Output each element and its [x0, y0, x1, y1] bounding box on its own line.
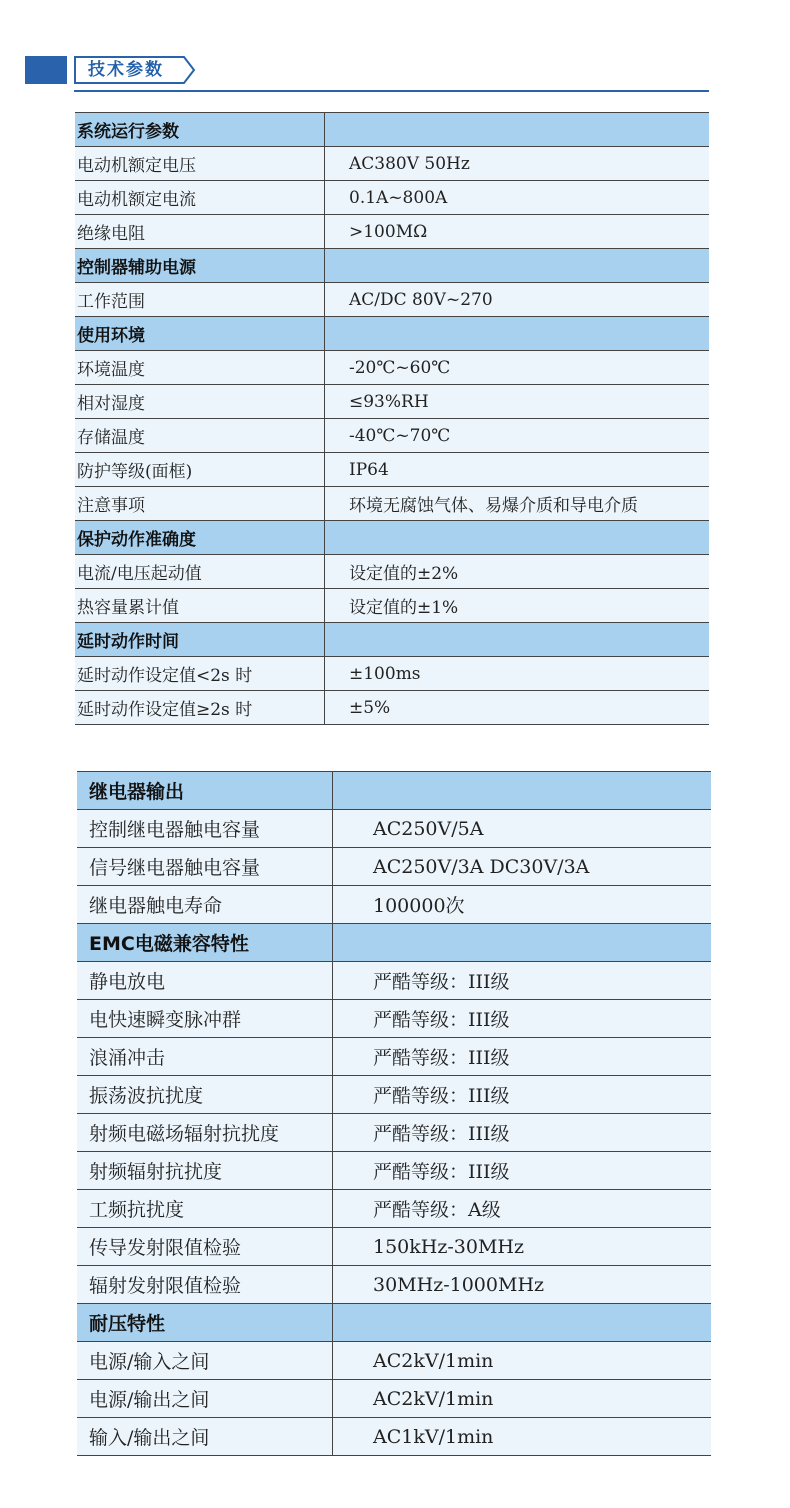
param-label: 绝缘电阻: [75, 215, 325, 249]
param-label: 电源/输入之间: [77, 1342, 333, 1380]
param-value: 150kHz-30MHz: [333, 1228, 712, 1266]
section-value-empty: [333, 924, 712, 962]
param-label: 电动机额定电压: [75, 147, 325, 181]
table-row: [75, 351, 709, 385]
table-row: [75, 283, 709, 317]
table-row: [77, 1038, 711, 1076]
param-label: 辐射发射限值检验: [77, 1266, 333, 1304]
param-value: ±5%: [325, 691, 710, 725]
param-value: AC2kV/1min: [333, 1342, 712, 1380]
header-accent-block: [25, 56, 67, 84]
param-value: AC250V/3A DC30V/3A: [333, 848, 712, 886]
section-value-empty: [325, 317, 710, 351]
section-title: 系统运行参数: [75, 113, 325, 147]
param-label: 输入/输出之间: [77, 1418, 333, 1456]
table-row: [75, 147, 709, 181]
param-value: 严酷等级：III级: [333, 962, 712, 1000]
param-value: AC/DC 80V~270: [325, 283, 710, 317]
param-label: 电源/输出之间: [77, 1380, 333, 1418]
section-header-row: [77, 924, 711, 962]
param-value: 30MHz-1000MHz: [333, 1266, 712, 1304]
param-label: 射频电磁场辐射抗扰度: [77, 1114, 333, 1152]
table-row: [77, 1228, 711, 1266]
table-row: [77, 962, 711, 1000]
spec-table-emc: [77, 771, 711, 1456]
param-value: 严酷等级：III级: [333, 1076, 712, 1114]
section-header-row: [77, 772, 711, 810]
param-label: 浪涌冲击: [77, 1038, 333, 1076]
param-label: 延时动作设定值≥2s 时: [75, 691, 325, 725]
table-row: [77, 1342, 711, 1380]
table-row: [75, 215, 709, 249]
param-value: ±100ms: [325, 657, 710, 691]
spec-table-general: [75, 112, 709, 725]
table-row: [75, 181, 709, 215]
param-value: -20℃~60℃: [325, 351, 710, 385]
param-value: AC380V 50Hz: [325, 147, 710, 181]
param-value: 严酷等级：III级: [333, 1038, 712, 1076]
table-row: [77, 1418, 711, 1456]
param-value: 设定值的±2%: [325, 555, 710, 589]
table-row: [75, 419, 709, 453]
param-label: 继电器触电寿命: [77, 886, 333, 924]
param-value: 严酷等级：III级: [333, 1114, 712, 1152]
section-header-row: [75, 521, 709, 555]
section-header-row: [75, 113, 709, 147]
table-row: [77, 1190, 711, 1228]
param-value: 0.1A~800A: [325, 181, 710, 215]
param-label: 信号继电器触电容量: [77, 848, 333, 886]
section-header-row: [75, 249, 709, 283]
param-label: 防护等级(面框): [75, 453, 325, 487]
param-value: AC250V/5A: [333, 810, 712, 848]
param-label: 电动机额定电流: [75, 181, 325, 215]
section-value-empty: [333, 1304, 712, 1342]
section-value-empty: [325, 113, 710, 147]
section-title: 技术参数: [88, 60, 164, 80]
param-label: 电快速瞬变脉冲群: [77, 1000, 333, 1038]
section-tab: [74, 56, 196, 84]
param-label: 静电放电: [77, 962, 333, 1000]
table-row: [75, 453, 709, 487]
section-value-empty: [325, 249, 710, 283]
section-value-empty: [333, 772, 712, 810]
param-value: 环境无腐蚀气体、易爆介质和导电介质: [325, 487, 710, 521]
param-value: AC1kV/1min: [333, 1418, 712, 1456]
param-label: 热容量累计值: [75, 589, 325, 623]
param-value: 100000次: [333, 886, 712, 924]
param-label: 工频抗扰度: [77, 1190, 333, 1228]
table-row: [77, 1114, 711, 1152]
section-title: 耐压特性: [77, 1304, 333, 1342]
section-title: 控制器辅助电源: [75, 249, 325, 283]
section-value-empty: [325, 623, 710, 657]
section-title: EMC电磁兼容特性: [77, 924, 333, 962]
param-label: 射频辐射抗扰度: [77, 1152, 333, 1190]
param-label: 控制继电器触电容量: [77, 810, 333, 848]
param-label: 电流/电压起动值: [75, 555, 325, 589]
param-value: 严酷等级：III级: [333, 1000, 712, 1038]
section-title: 使用环境: [75, 317, 325, 351]
param-label: 存储温度: [75, 419, 325, 453]
table-row: [77, 1266, 711, 1304]
param-value: -40℃~70℃: [325, 419, 710, 453]
section-title: 延时动作时间: [75, 623, 325, 657]
section-header-row: [75, 317, 709, 351]
param-value: >100MΩ: [325, 215, 710, 249]
table-row: [77, 886, 711, 924]
table-row: [75, 589, 709, 623]
table-row: [77, 1380, 711, 1418]
param-label: 注意事项: [75, 487, 325, 521]
param-value: 严酷等级：A级: [333, 1190, 712, 1228]
section-value-empty: [325, 521, 710, 555]
header-divider: [74, 90, 709, 92]
table-row: [77, 1152, 711, 1190]
param-label: 振荡波抗扰度: [77, 1076, 333, 1114]
param-value: IP64: [325, 453, 710, 487]
table-row: [75, 385, 709, 419]
param-label: 环境温度: [75, 351, 325, 385]
section-title: 继电器输出: [77, 772, 333, 810]
table-row: [75, 657, 709, 691]
section-header-row: [77, 1304, 711, 1342]
section-title: 保护动作准确度: [75, 521, 325, 555]
param-value: AC2kV/1min: [333, 1380, 712, 1418]
param-label: 工作范围: [75, 283, 325, 317]
table-row: [75, 487, 709, 521]
table-row: [75, 691, 709, 725]
section-header-row: [75, 623, 709, 657]
table-row: [75, 555, 709, 589]
param-value: 设定值的±1%: [325, 589, 710, 623]
param-value: 严酷等级：III级: [333, 1152, 712, 1190]
table-row: [77, 1000, 711, 1038]
param-label: 传导发射限值检验: [77, 1228, 333, 1266]
param-label: 延时动作设定值<2s 时: [75, 657, 325, 691]
param-value: ≤93%RH: [325, 385, 710, 419]
table-row: [77, 1076, 711, 1114]
param-label: 相对湿度: [75, 385, 325, 419]
table-row: [77, 810, 711, 848]
table-row: [77, 848, 711, 886]
